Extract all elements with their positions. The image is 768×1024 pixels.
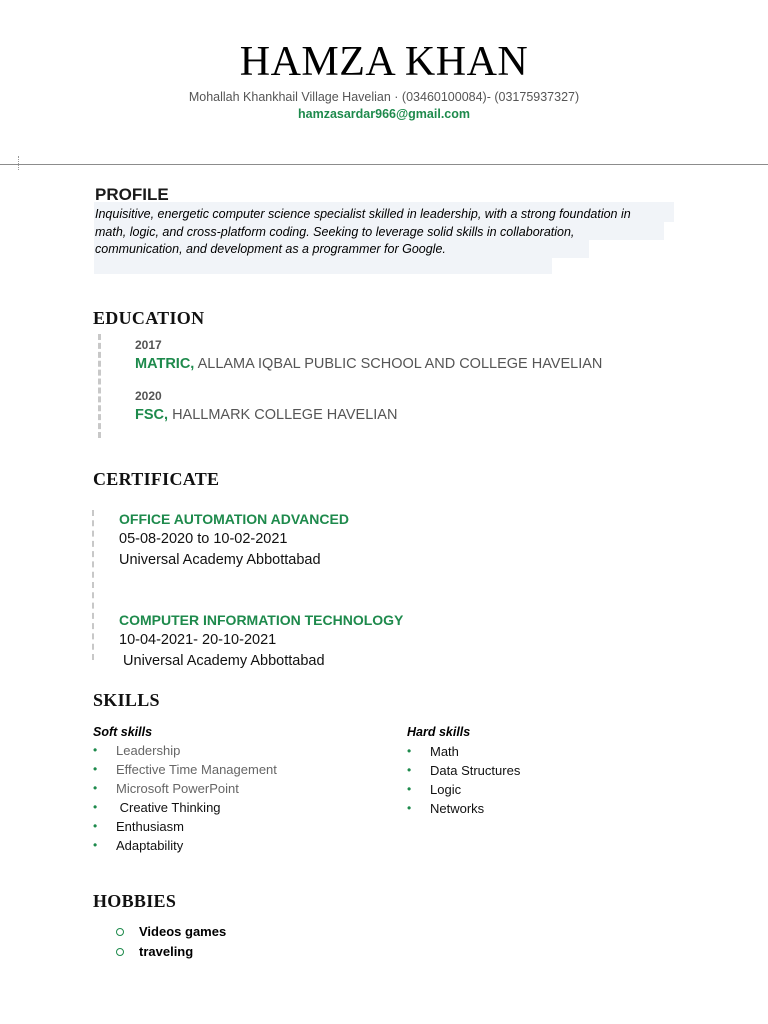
list-item: • Creative Thinking — [93, 800, 221, 815]
education-entry — [135, 407, 397, 423]
education-degree: MATRIC, — [135, 356, 195, 372]
certificate-dates: 10-04-2021- 20-10-2021 — [119, 632, 277, 648]
soft-skills-heading: Soft skills — [93, 725, 153, 739]
skills-heading: SKILLS — [93, 690, 160, 710]
circle-bullet-icon — [116, 948, 124, 956]
list-item: Videos games — [116, 922, 226, 942]
certificate-institution: Universal Academy Abbottabad — [119, 653, 325, 669]
header-divider — [0, 164, 768, 165]
list-item: • Microsoft PowerPoint — [93, 781, 239, 796]
bullet-icon: • — [93, 838, 98, 852]
education-heading: EDUCATION — [93, 308, 205, 328]
email-address[interactable]: hamzasardar966@gmail.com — [298, 107, 470, 121]
list-item: • Effective Time Management — [93, 762, 277, 777]
profile-highlight — [94, 258, 552, 274]
bullet-icon: • — [93, 781, 98, 795]
circle-bullet-icon — [116, 928, 124, 936]
education-timeline-line — [98, 334, 101, 438]
certificate-timeline-line — [92, 510, 94, 660]
list-item: • Adaptability — [93, 838, 184, 853]
profile-heading: PROFILE — [95, 185, 169, 204]
list-item: • Logic — [407, 782, 462, 797]
education-institution: ALLAMA IQBAL PUBLIC SCHOOL AND COLLEGE HAVELIAN — [197, 356, 603, 372]
education-entry — [135, 356, 602, 372]
certificate-name: COMPUTER INFORMATION TECHNOLOGY — [119, 612, 404, 628]
education-year: 2017 — [135, 338, 162, 352]
hobbies-heading: HOBBIES — [93, 891, 177, 911]
bullet-icon: • — [407, 763, 412, 777]
education-year: 2020 — [135, 389, 162, 403]
resume-name: HAMZA KHAN — [239, 39, 529, 85]
bullet-icon: • — [93, 762, 98, 776]
education-institution: HALLMARK COLLEGE HAVELIAN — [172, 407, 398, 423]
certificate-dates: 05-08-2020 to 10-02-2021 — [119, 531, 288, 547]
hobbies-list — [116, 922, 226, 962]
bullet-icon: • — [407, 744, 412, 758]
certificate-institution: Universal Academy Abbottabad — [119, 552, 321, 568]
bullet-icon: • — [407, 782, 412, 796]
profile-summary: Inquisitive, energetic computer science specialist skilled in leadership, with a strong foundation in math, logic, and cross-platform coding. Seeking to leverage solid skills in collaboration, communication, and development as a programmer for Google. — [95, 207, 631, 256]
contact-info: Mohallah Khankhail Village Havelian · (03460100084)- (03175937327) — [188, 90, 580, 104]
bullet-icon: • — [93, 819, 98, 833]
list-item: • Math — [407, 744, 459, 759]
soft-skills-list — [93, 741, 277, 855]
bullet-icon: • — [93, 800, 98, 814]
list-item: • Enthusiasm — [93, 819, 184, 834]
education-degree: FSC, — [135, 407, 169, 423]
page-marker — [18, 156, 20, 170]
list-item: • Data Structures — [407, 763, 521, 778]
bullet-icon: • — [93, 743, 98, 757]
certificate-name: OFFICE AUTOMATION ADVANCED — [119, 511, 349, 527]
list-item: • Leadership — [93, 743, 181, 758]
bullet-icon: • — [407, 801, 412, 815]
list-item: • Networks — [407, 801, 485, 816]
hard-skills-list — [407, 742, 520, 818]
certificate-heading: CERTIFICATE — [93, 469, 220, 489]
list-item: traveling — [116, 942, 226, 962]
hard-skills-heading: Hard skills — [407, 725, 471, 739]
